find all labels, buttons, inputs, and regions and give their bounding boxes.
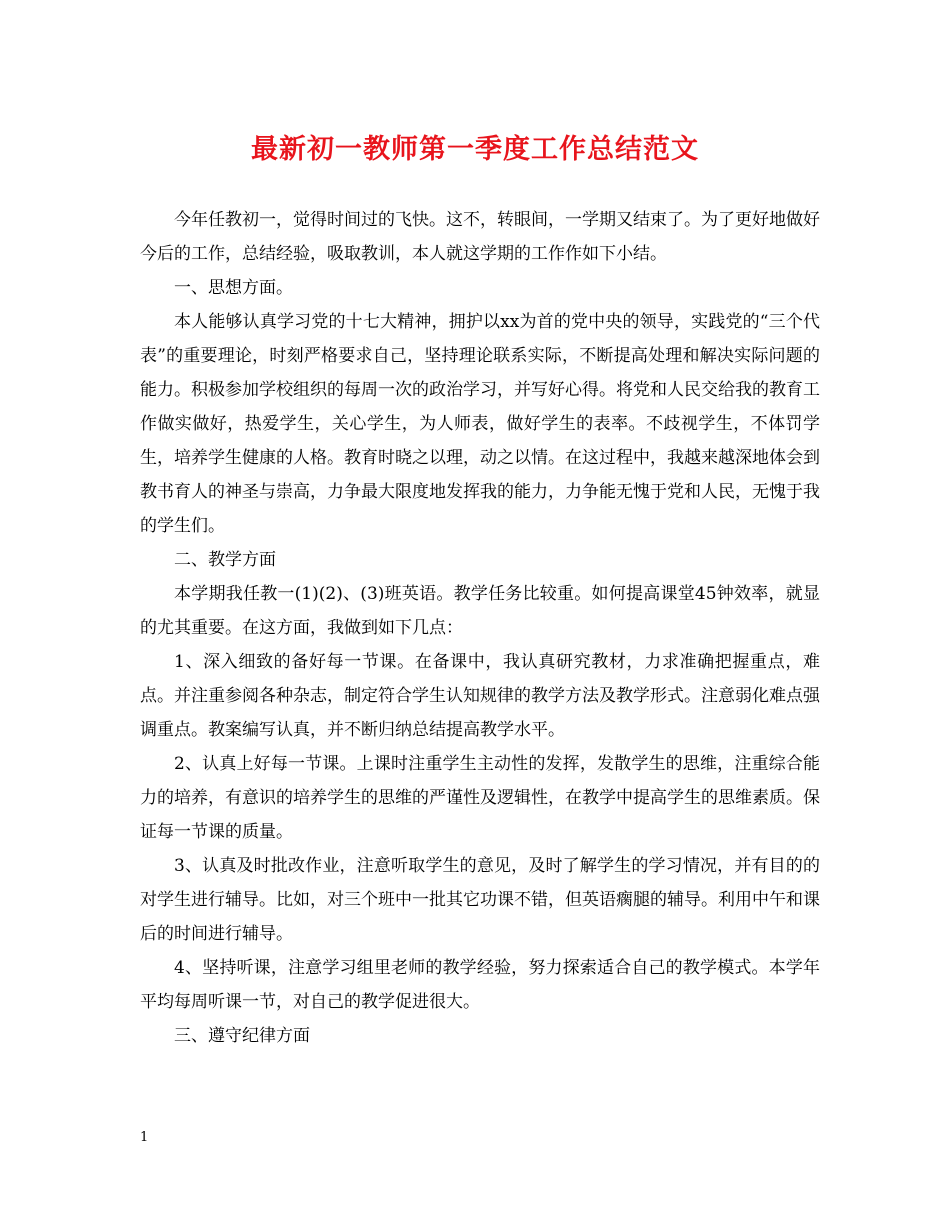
paragraph-teaching-intro: 本学期我任教一(1)(2)、(3)班英语。教学任务比较重。如何提高课堂45钟效率，就显的尤其重要。在这方面，我做到如下几点：	[140, 584, 820, 638]
document-title: 最新初一教师第一季度工作总结范文	[251, 134, 699, 165]
section-heading-teaching: 二、教学方面	[174, 550, 276, 570]
paragraph-ideology: 本人能够认真学习党的十七大精神，拥护以xx为首的党中央的领导，实践党的“三个代表”的重要理论，时刻严格要求自己，坚持理论联系实际，不断提高处理和解决实际问题的能力。积极参加学校组织的每周一次的政治学习，并写好心得。将党和人民交给我的教育工作做实做好，热爱学生，关心学生，为人师表，做好学生的表率。不歧视学生，不体罚学生，培养学生健康的人格。教育时晓之以理，动之以情。在这过程中，我越来越深地体会到教书育人的神圣与崇高，力争最大限度地发挥我的能力，力争能无愧于党和人民，无愧于我的学生们。	[140, 312, 820, 536]
paragraph-teaching-point-1: 1、深入细致的备好每一节课。在备课中，我认真研究教材，力求准确把握重点，难点。并注重参阅各种杂志，制定符合学生认知规律的教学方法及教学形式。注意弱化难点强调重点。教案编写认真，并不断归纳总结提高教学水平。	[140, 652, 820, 740]
page-number: 1	[140, 1130, 149, 1145]
paragraph-teaching-point-2: 2、认真上好每一节课。上课时注重学生主动性的发挥，发散学生的思维，注重综合能力的培养，有意识的培养学生的思维的严谨性及逻辑性，在教学中提高学生的思维素质。保证每一节课的质量。	[140, 754, 820, 842]
section-heading-discipline: 三、遵守纪律方面	[174, 1026, 310, 1046]
paragraph-teaching-point-4: 4、坚持听课，注意学习组里老师的教学经验，努力探索适合自己的教学模式。本学年平均每周听课一节，对自己的教学促进很大。	[140, 958, 820, 1012]
document-body	[140, 203, 820, 1053]
paragraph-teaching-point-3: 3、认真及时批改作业，注意听取学生的意见，及时了解学生的学习情况，并有目的的对学生进行辅导。比如，对三个班中一批其它功课不错，但英语瘸腿的辅导。利用中午和课后的时间进行辅导。	[140, 856, 820, 944]
section-heading-ideology: 一、思想方面。	[174, 278, 293, 298]
paragraph-intro: 今年任教初一，觉得时间过的飞快。这不，转眼间，一学期又结束了。为了更好地做好今后的工作，总结经验，吸取教训，本人就这学期的工作作如下小结。	[140, 210, 820, 264]
